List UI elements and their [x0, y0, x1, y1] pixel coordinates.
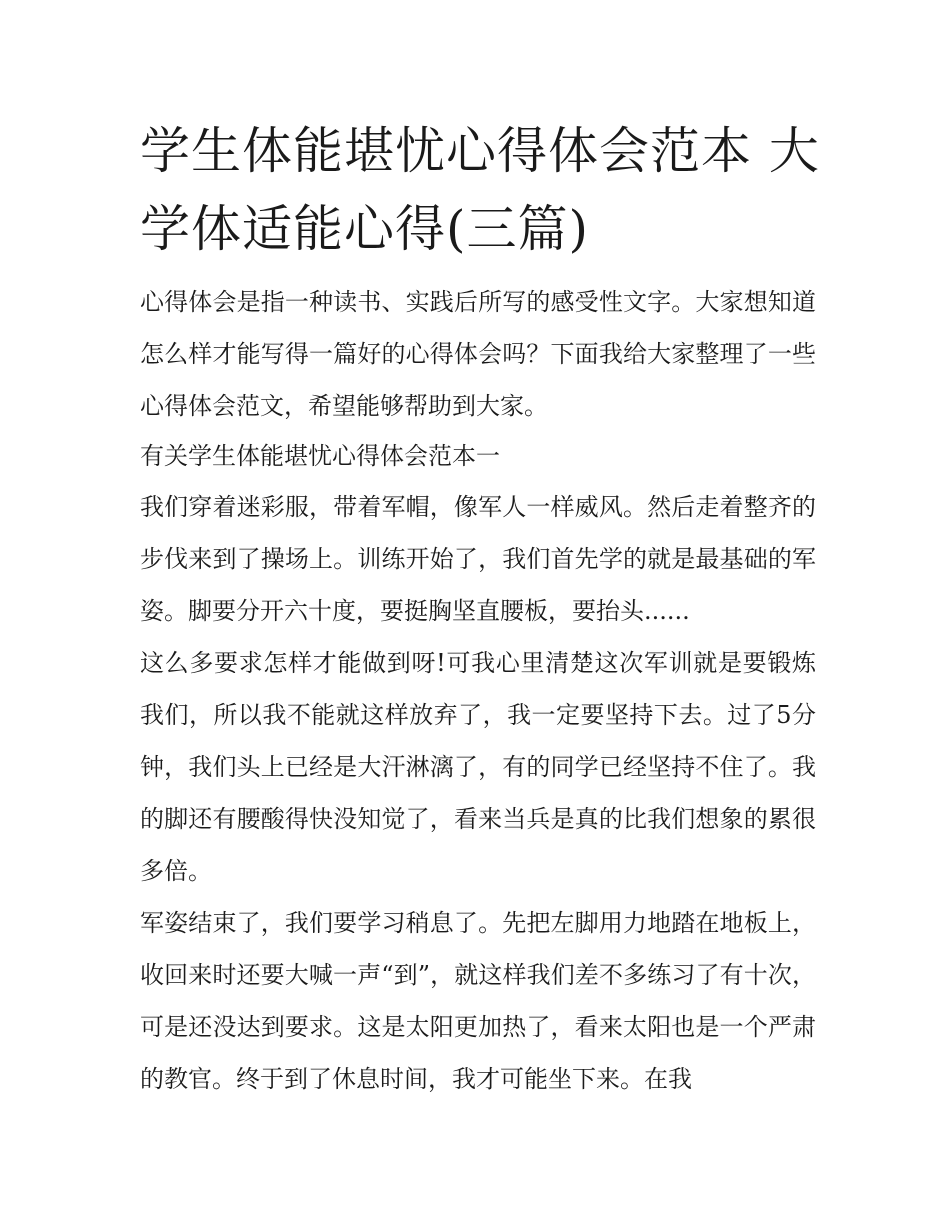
body-paragraph: 这么多要求怎样才能做到呀!可我心里清楚这次军训就是要锻炼我们，所以我不能就这样放弃了，我一定要坚持下去。过了5分钟，我们头上已经是大汗淋漓了，有的同学已经坚持不住了。我的脚还有腰酸得快没知觉了，看来当兵是真的比我们想象的累很多倍。: [140, 649, 816, 885]
intro-paragraph: 心得体会是指一种读书、实践后所写的感受性文字。大家想知道怎么样才能写得一篇好的心得体会吗？下面我给大家整理了一些心得体会范文，希望能够帮助到大家。: [140, 288, 816, 420]
document-body: [140, 276, 816, 1105]
section-heading: 有关学生体能堪忧心得体会范本一: [140, 442, 500, 470]
body-paragraph: 我们穿着迷彩服，带着军帽，像军人一样威风。然后走着整齐的步伐来到了操场上。训练开始了，我们首先学的就是最基础的军姿。脚要分开六十度，要挺胸坚直腰板，要抬头......: [140, 493, 816, 625]
document-title: 学生体能堪忧心得体会范本 大学体适能心得(三篇): [140, 122, 820, 258]
body-paragraph: 军姿结束了，我们要学习稍息了。先把左脚用力地踏在地板上，收回来时还要大喊一声“到”，就这样我们差不多练习了有十次，可是还没达到要求。这是太阳更加热了，看来太阳也是一个严肃的教官。终于到了休息时间，我才可能坐下来。在我: [140, 909, 816, 1093]
